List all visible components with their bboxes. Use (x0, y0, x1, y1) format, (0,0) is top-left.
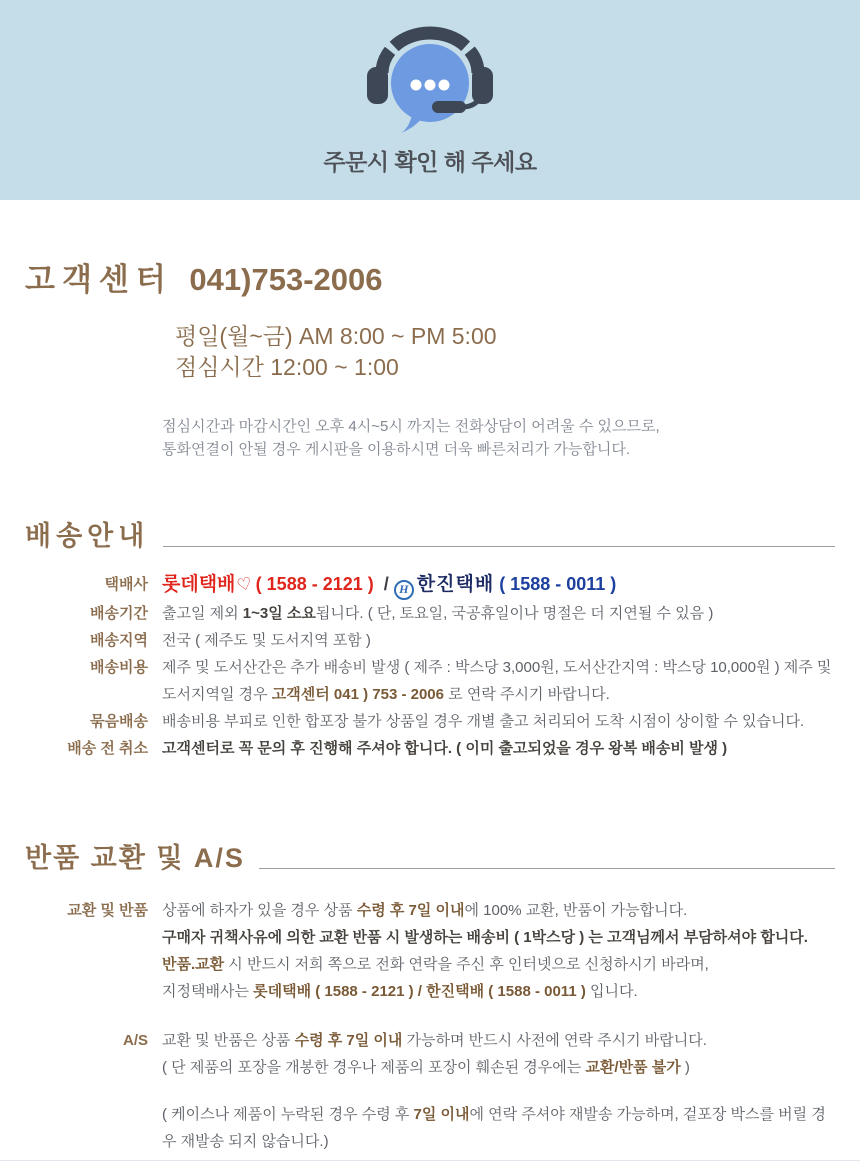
row-content (162, 654, 835, 708)
returns-table (25, 897, 835, 1155)
shipping-table (25, 571, 835, 762)
row-label: 배송지역 (90, 632, 148, 649)
header-rule (259, 868, 835, 869)
row-content (162, 708, 835, 735)
hours-weekday: 평일(월~금) AM 8:00 ~ PM 5:00 (175, 323, 497, 349)
text-line (162, 951, 835, 978)
text-segment: 지정택배사는 (162, 983, 254, 1000)
text-segment: ( 1588 - 2121 ) (255, 574, 379, 594)
text-segment: 됩니다. ( 단, 토요일, 국공휴일이나 명절은 더 지연될 수 있음 ) (315, 605, 714, 622)
row-content (162, 571, 835, 600)
phone-notice (162, 415, 835, 461)
returns-title: 반품 교환 및 A/S (25, 843, 245, 873)
text-segment: ) (680, 1059, 690, 1076)
text-segment: 입니다. (585, 983, 638, 1000)
customer-center-phone: 041)753-2006 (189, 262, 383, 297)
text-line (162, 571, 835, 600)
table-row (25, 735, 835, 762)
text-segment: ( 단 제품의 포장을 개봉한 경우나 제품의 포장이 훼손된 경우에는 (162, 1059, 586, 1076)
shipping-header (25, 514, 835, 553)
row-content (162, 627, 835, 654)
text-segment: 전국 ( 제주도 및 도서지역 포함 ) (162, 632, 371, 649)
text-segment: 7일 이내 (413, 1106, 470, 1123)
row-content (162, 1027, 835, 1155)
text-segment: 시 반드시 저희 쪽으로 전화 연락을 주신 후 인터넷으로 신청하시기 바라며, (224, 956, 709, 973)
table-row (25, 600, 835, 627)
text-line (162, 654, 835, 708)
text-segment: 구매자 귀책사유에 의한 교환 반품 시 발생하는 배송비 ( 1박스당 ) 는 고객님께서 부담하셔야 합니다. (162, 929, 808, 946)
text-segment: 1~3일 소요 (242, 605, 316, 622)
text-line (162, 708, 835, 735)
business-hours (175, 321, 835, 383)
text-segment: 로 연락 주시기 바랍니다. (444, 686, 610, 703)
text-segment: 교환/반품 불가 (585, 1059, 681, 1076)
shipping-section (25, 514, 835, 762)
customer-center-heading (25, 254, 835, 299)
row-label: 교환 및 반품 (67, 902, 148, 919)
text-segment: 수령 후 7일 이내 (356, 902, 465, 919)
text-segment: ( 1588 - 0011 ) (494, 574, 617, 594)
text-segment: 출고일 제외 (162, 605, 243, 622)
table-row (25, 708, 835, 735)
header-rule (163, 546, 835, 547)
text-segment: 에 100% 교환, 반품이 가능합니다. (464, 902, 688, 919)
table-row (25, 1027, 835, 1155)
text-segment: / (383, 574, 389, 594)
text-segment: 고객센터로 꼭 문의 후 진행해 주셔야 합니다. ( 이미 출고되었을 경우 왕복 배송비 발생 ) (162, 740, 728, 757)
row-label: 배송 전 취소 (67, 740, 148, 757)
row-content (162, 735, 835, 762)
table-row (25, 897, 835, 1005)
customer-center-section (25, 254, 835, 461)
text-segment: 가능하며 반드시 사전에 연락 주시기 바랍니다. (402, 1032, 707, 1049)
text-line (162, 1101, 835, 1155)
text-line (162, 1054, 835, 1081)
table-row (25, 571, 835, 600)
text-segment: 고객센터 041 ) 753 - 2006 (271, 686, 444, 703)
row-label: 택배사 (104, 576, 148, 593)
returns-section (25, 836, 835, 1155)
banner-title: 주문시 확인 해 주세요 (323, 149, 537, 175)
text-line (162, 978, 835, 1005)
table-row (25, 627, 835, 654)
text-segment: 한진택배 (416, 574, 495, 595)
text-segment: 에 연락 주셔야 재발송 가능하며, 겉포장 박스를 버릴 경우 재발송 되지 않습니다.) (162, 1106, 826, 1150)
text-line (162, 600, 835, 627)
hours-lunch: 점심시간 12:00 ~ 1:00 (175, 354, 399, 380)
shipping-title: 배송안내 (25, 521, 150, 551)
text-line (162, 735, 835, 762)
info-banner (0, 0, 860, 200)
row-label: 배송비용 (90, 659, 148, 676)
text-segment: 롯데택배 ( 1588 - 2121 ) / 한진택배 ( 1588 - 0011 ) (253, 983, 586, 1000)
notice-line-1: 점심시간과 마감시간인 오후 4시~5시 까지는 전화상담이 어려울 수 있으므로, (162, 418, 660, 435)
text-segment: 상품에 하자가 있을 경우 상품 (162, 902, 357, 919)
text-segment: 교환 및 반품은 상품 (162, 1032, 295, 1049)
lotte-heart-icon: ♡ (235, 573, 255, 596)
text-line (162, 897, 835, 924)
text-segment: 반품.교환 (162, 956, 225, 973)
text-line (162, 1027, 835, 1054)
text-segment: 롯데택배 (162, 574, 236, 595)
text-segment: ( 케이스나 제품이 누락된 경우 수령 후 (162, 1106, 414, 1123)
hanjin-logo-icon: H (394, 580, 414, 600)
notice-line-2: 통화연결이 안될 경우 게시판을 이용하시면 더욱 빠른처리가 가능합니다. (162, 441, 631, 458)
text-segment: 제주 및 도서산간은 추가 배송비 발생 ( 제주 : 박스당 3,000원, 도서산간지역 : 박스당 10,000원 ) 제주 및 도서지역일 경우 (162, 659, 832, 703)
headset-chat-icon (360, 26, 500, 138)
text-segment: 수령 후 7일 이내 (294, 1032, 403, 1049)
returns-header (25, 836, 835, 875)
row-content (162, 897, 835, 1005)
text-segment: 배송비용 부피로 인한 합포장 불가 상품일 경우 개별 출고 처리되어 도착 시점이 상이할 수 있습니다. (162, 713, 805, 730)
text-line (162, 627, 835, 654)
row-label: 묶음배송 (90, 713, 148, 730)
spacer (162, 1081, 835, 1101)
row-label: A/S (122, 1032, 148, 1049)
text-line (162, 924, 835, 951)
row-label: 배송기간 (90, 605, 148, 622)
customer-center-label: 고객센터 (25, 262, 173, 297)
row-content (162, 600, 835, 627)
table-row (25, 654, 835, 708)
